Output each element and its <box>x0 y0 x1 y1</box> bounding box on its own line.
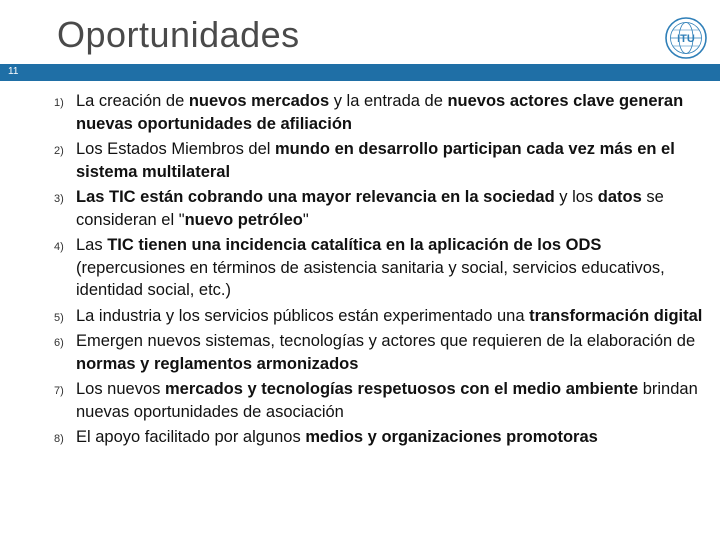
list-item <box>52 378 712 423</box>
opportunities-list <box>52 90 712 452</box>
bold-text: nuevos actores clave generan nuevas oportunidades de afiliación <box>76 92 684 133</box>
text: El apoyo facilitado por algunos <box>76 428 306 446</box>
list-item-number: 3) <box>54 193 64 205</box>
bold-text: nuevo petróleo <box>184 210 303 229</box>
list-item <box>52 234 712 302</box>
list-item-text <box>76 92 683 133</box>
bold-text: medios y organizaciones promotoras <box>305 428 598 446</box>
bold-text: Las TIC están cobrando una mayor relevancia en la sociedad <box>76 188 555 206</box>
list-item <box>52 138 712 183</box>
list-item-number: 2) <box>54 145 64 157</box>
text: Emergen nuevos sistemas, tecnologías y actores que requieren de la elaboración de <box>76 332 696 350</box>
slide-number: 11 <box>8 66 19 77</box>
text: (repercusiones en términos de asistencia sanitaria y social, servicios educativos, identidad social, etc.) <box>76 258 665 299</box>
bold-text: TIC tienen una incidencia catalítica en la aplicación de los ODS <box>107 236 602 254</box>
list-item-text <box>76 307 702 325</box>
text: y los <box>554 188 598 206</box>
list-item-text <box>76 380 698 421</box>
list-item <box>52 426 712 449</box>
header-rule <box>0 64 720 81</box>
text: Los Estados Miembros del <box>76 140 276 158</box>
bold-text: normas y reglamentos armonizados <box>76 354 359 373</box>
bold-text: transformación digital <box>529 306 703 325</box>
text: brindan nuevas oportunidades de asociación <box>76 380 698 421</box>
list-item-text <box>76 332 695 373</box>
text: Las <box>76 236 108 254</box>
list-item-number: 7) <box>54 385 64 397</box>
list-item-number: 8) <box>54 433 64 445</box>
logo-text: ITU <box>677 33 695 45</box>
text: La industria y los servicios públicos están experimentado una <box>76 306 530 325</box>
bold-text: mundo en desarrollo participan cada vez más en el sistema multilateral <box>76 140 675 181</box>
list-item <box>52 90 712 135</box>
slide-title: Oportunidades <box>57 14 300 55</box>
list-item-number: 6) <box>54 337 64 349</box>
list-item-number: 1) <box>54 97 64 109</box>
bold-text: datos <box>597 188 642 206</box>
text: se consideran el " <box>76 188 664 229</box>
list-item-number: 4) <box>54 241 64 253</box>
list-item <box>52 186 712 231</box>
bold-text: nuevos mercados <box>188 92 330 110</box>
text: y la entrada de <box>329 92 448 110</box>
text: " <box>302 210 309 229</box>
list-item <box>52 305 712 328</box>
list-item-text <box>76 428 598 446</box>
bold-text: mercados y tecnologías respetuosos con el medio ambiente <box>164 380 639 398</box>
text: Los nuevos <box>76 380 165 398</box>
list-item <box>52 330 712 375</box>
text: La creación de <box>76 92 189 110</box>
itu-logo-icon <box>664 16 708 60</box>
list-item-number: 5) <box>54 311 64 324</box>
list-item-text <box>76 188 664 229</box>
list-item-text <box>76 236 665 299</box>
list-item-text <box>76 140 675 181</box>
